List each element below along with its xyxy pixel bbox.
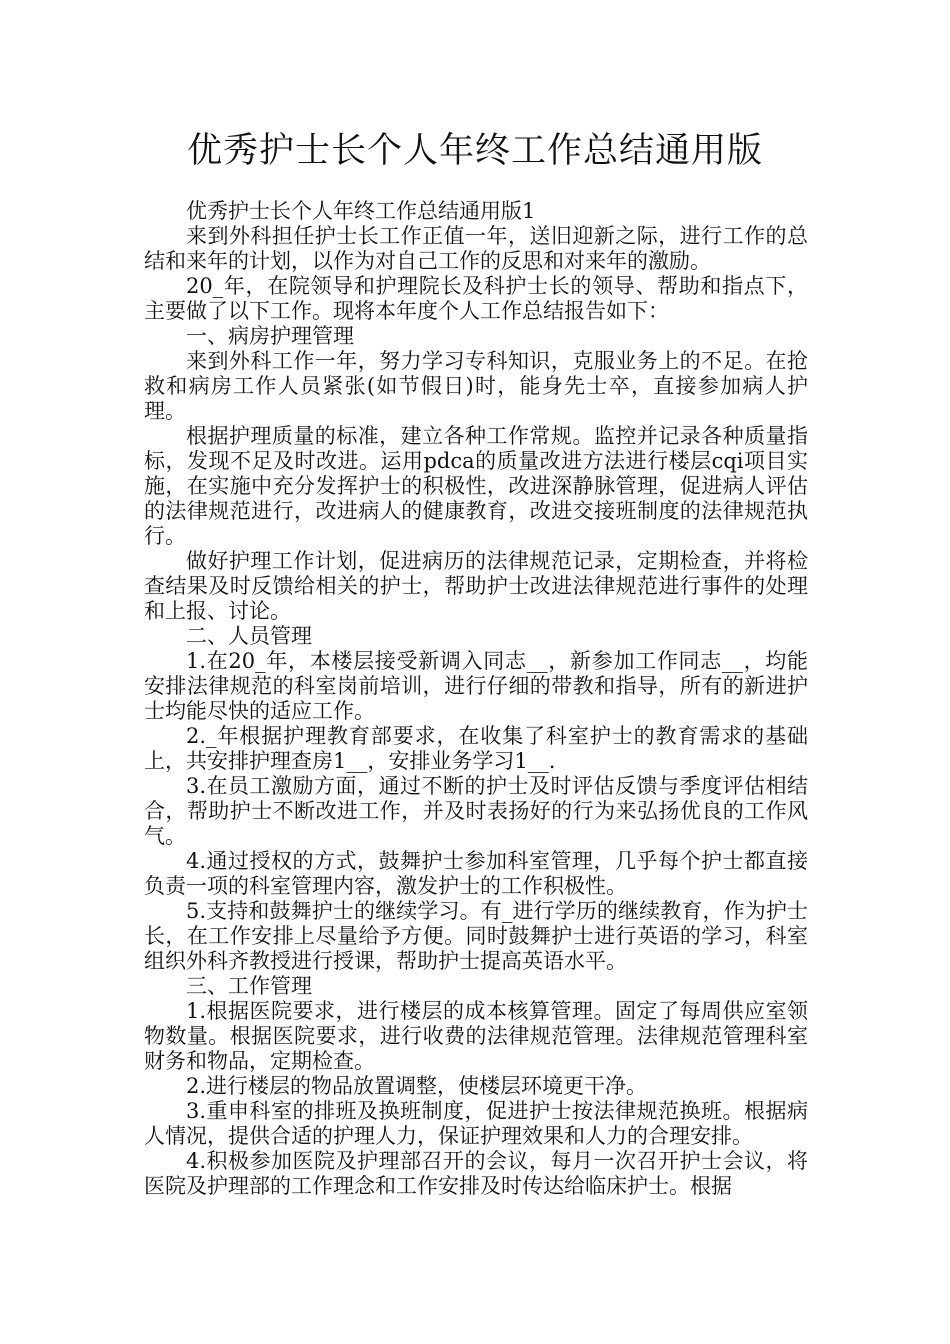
body-paragraph: 来到外科担任护士长工作正值一年，送旧迎新之际，进行工作的总结和来年的计划，以作为对自己工作的反思和对来年的激励。 — [144, 224, 808, 273]
section-heading: 三、工作管理 — [186, 974, 312, 998]
body-paragraph: 来到外科工作一年，努力学习专科知识，克服业务上的不足。在抢救和病房工作人员紧张(如节假日)时，能身先士卒，直接参加病人护理。 — [144, 349, 808, 423]
list-item-paragraph: 1.在20_年，本楼层接受新调入同志__，新参加工作同志__，均能安排法律规范的科室岗前培训，进行仔细的带教和指导，所有的新进护士均能尽快的适应工作。 — [144, 649, 808, 723]
document-title: 优秀护士长个人年终工作总结通用版 — [186, 131, 763, 171]
list-item-paragraph: 2._年根据护理教育部要求，在收集了科室护士的教育需求的基础上，共安排护理查房1__，安排业务学习1__. — [144, 724, 808, 773]
section-heading: 二、人员管理 — [186, 624, 312, 648]
list-item-paragraph: 1.根据医院要求，进行楼层的成本核算管理。固定了每周供应室领物数量。根据医院要求，进行收费的法律规范管理。法律规范管理科室财务和物品，定期检查。 — [144, 999, 808, 1073]
body-paragraph: 根据护理质量的标准，建立各种工作常规。监控并记录各种质量指标，发现不足及时改进。运用pdca的质量改进方法进行楼层cqi项目实施，在实施中充分发挥护士的积极性，改进深静脉管理，促进病人评估的法律规范进行，改进病人的健康教育，改进交接班制度的法律规范执行。 — [144, 424, 808, 548]
list-item-paragraph: 5.支持和鼓舞护士的继续学习。有_进行学历的继续教育，作为护士长，在工作安排上尽量给予方便。同时鼓舞护士进行英语的学习，科室组织外科齐教授进行授课，帮助护士提高英语水平。 — [144, 899, 808, 973]
subtitle-paragraph: 优秀护士长个人年终工作总结通用版1 — [186, 199, 536, 223]
list-item-paragraph: 4.积极参加医院及护理部召开的会议，每月一次召开护士会议，将医院及护理部的工作理念和工作安排及时传达给临床护士。根据 — [144, 1149, 808, 1198]
body-paragraph: 做好护理工作计划，促进病历的法律规范记录，定期检查，并将检查结果及时反馈给相关的护士，帮助护士改进法律规范进行事件的处理和上报、讨论。 — [144, 549, 808, 623]
body-paragraph: 20_年，在院领导和护理院长及科护士长的领导、帮助和指点下，主要做了以下工作。现将本年度个人工作总结报告如下： — [144, 274, 808, 323]
section-heading: 一、病房护理管理 — [186, 324, 354, 348]
list-item-paragraph: 4.通过授权的方式，鼓舞护士参加科室管理，几乎每个护士都直接负责一项的科室管理内容，激发护士的工作积极性。 — [144, 849, 808, 898]
list-item-paragraph: 2.进行楼层的物品放置调整，使楼层环境更干净。 — [186, 1074, 648, 1098]
document-body — [144, 199, 808, 1199]
list-item-paragraph: 3.在员工激励方面，通过不断的护士及时评估反馈与季度评估相结合，帮助护士不断改进工作，并及时表扬好的行为来弘扬优良的工作风气。 — [144, 774, 808, 848]
list-item-paragraph: 3.重申科室的排班及换班制度，促进护士按法律规范换班。根据病人情况，提供合适的护理人力，保证护理效果和人力的合理安排。 — [144, 1099, 808, 1148]
